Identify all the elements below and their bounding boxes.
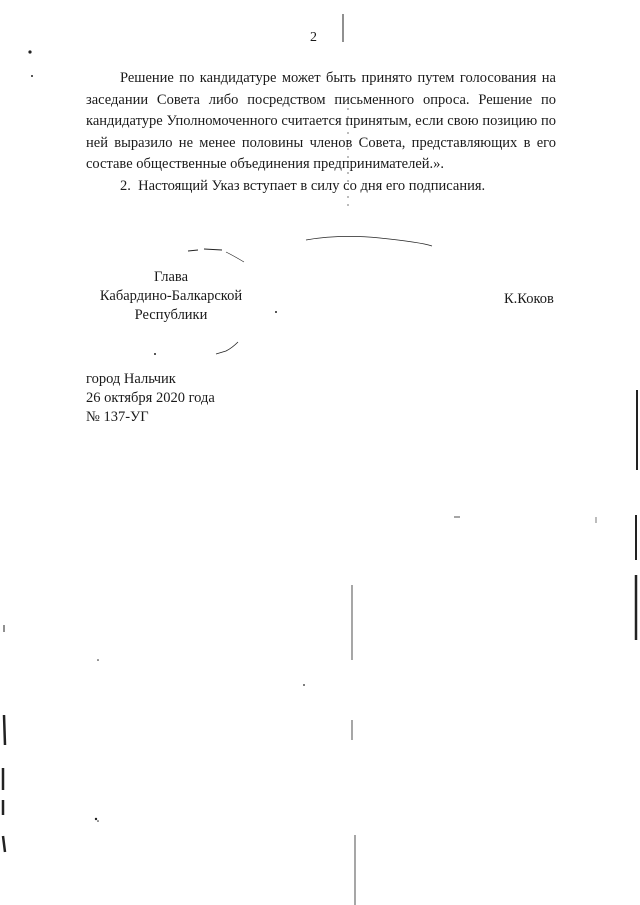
speck [97, 659, 99, 661]
issue-city: город Нальчик [86, 371, 176, 387]
item-2-paragraph: 2. Настоящий Указ вступает в силу со дня его подписания. [120, 177, 486, 194]
position-line-2: Кабардино-Балкарской [99, 288, 243, 304]
speck [31, 75, 33, 77]
issue-number: № 137-УГ [86, 409, 149, 425]
signature-stroke [216, 342, 238, 354]
speck [303, 684, 305, 686]
decision-paragraph: Решение по кандидатуре может быть принято путем голосования на заседании Совета либо посредством письменного опроса. Решение по кандидатуре Уполномоченного считается принятым, если свою позицию по ней выразило не менее половины членов Совета, представляющих в его составе общественные объединения предпринимателей.». [86, 70, 556, 172]
signature-stroke [188, 249, 222, 251]
speck [97, 820, 99, 822]
speck [95, 818, 97, 820]
position-line-1: Глава [153, 269, 189, 285]
speck [154, 353, 156, 355]
speck [28, 50, 31, 53]
signatory-name: К.Коков [504, 291, 554, 307]
signature-stroke [306, 236, 432, 246]
signature-stroke [226, 252, 244, 262]
position-line-3: Республики [134, 307, 208, 323]
issue-date: 26 октября 2020 года [86, 390, 215, 406]
speck [275, 311, 277, 313]
edge-mark [3, 836, 5, 852]
page-number: 2 [310, 30, 317, 45]
edge-mark [4, 715, 5, 745]
